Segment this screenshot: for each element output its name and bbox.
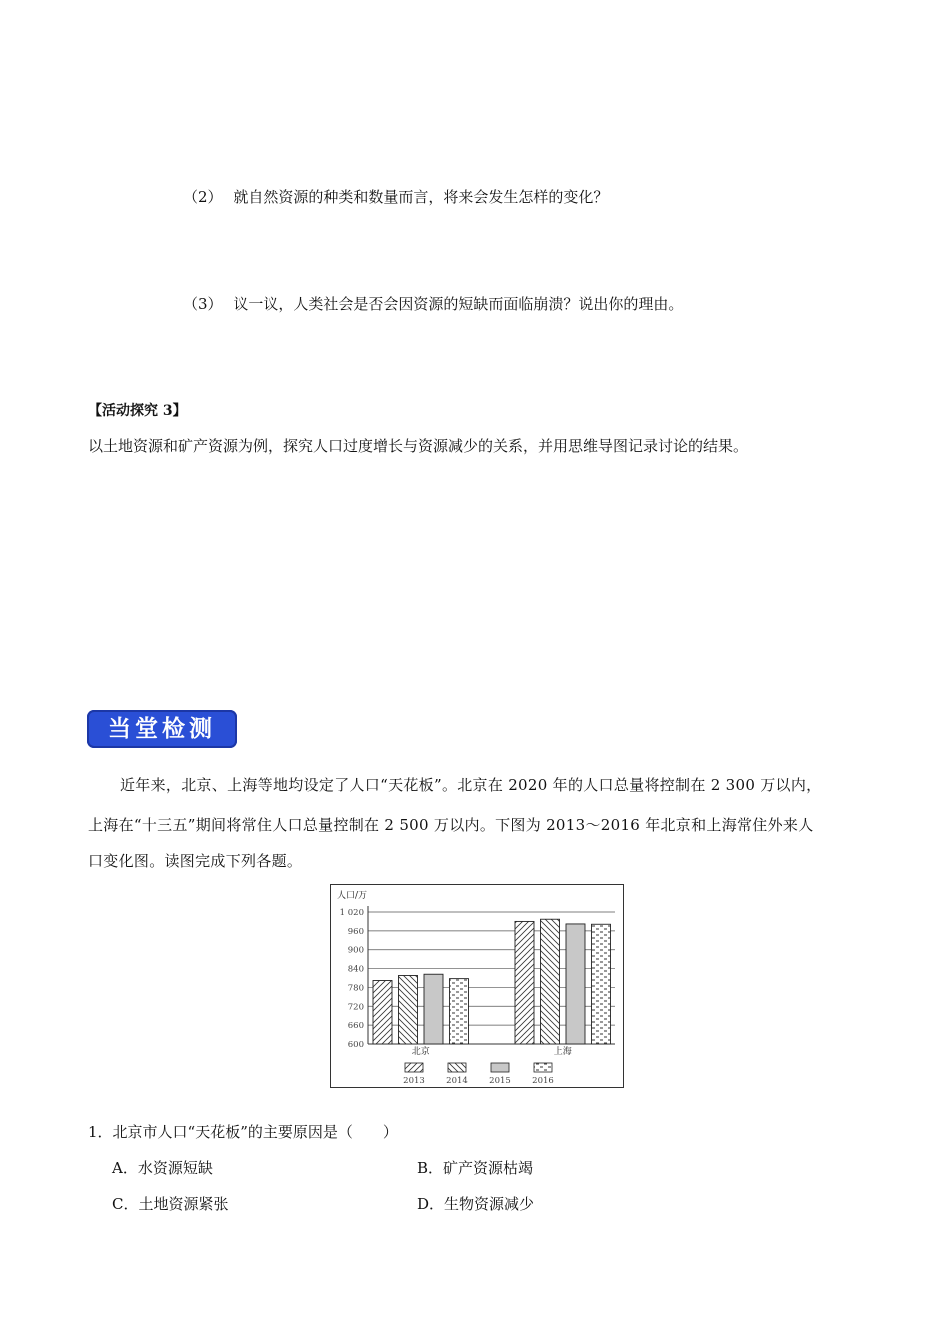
bar-上海-2015: [566, 924, 585, 1044]
question-3: [183, 293, 683, 314]
y-tick-label: 600: [347, 1040, 364, 1050]
legend-swatch-2013: [405, 1063, 423, 1072]
option-b[interactable]: B．矿产资源枯竭: [417, 1159, 534, 1177]
bar-北京-2015: [424, 974, 443, 1044]
section-badge: [87, 710, 237, 748]
bar-上海-2014: [541, 919, 560, 1044]
legend-swatch-2016: [534, 1063, 552, 1072]
question-3-text: 议一议，人类社会是否会因资源的短缺而面临崩溃？说出你的理由。: [233, 295, 684, 313]
y-tick-label: 780: [347, 983, 364, 994]
question-1-stem: 1．北京市人口“天花板”的主要原因是（ ）: [88, 1123, 398, 1141]
legend-swatch-2015: [491, 1063, 509, 1072]
option-d[interactable]: D．生物资源减少: [417, 1195, 535, 1213]
y-tick-label: 660: [347, 1021, 364, 1032]
option-a[interactable]: A．水资源短缺: [112, 1159, 213, 1177]
y-tick-label: 960: [347, 926, 364, 937]
passage-line-1: 近年来，北京、上海等地均设定了人口“天花板”。北京在 2020 年的人口总量将控制在 2 300 万以内，: [120, 776, 822, 794]
bar-上海-2016: [592, 924, 611, 1044]
passage-line-3: 口变化图。读图完成下列各题。: [88, 852, 303, 870]
bar-北京-2014: [399, 975, 418, 1044]
option-c[interactable]: C．土地资源紧张: [112, 1195, 229, 1213]
legend-label: 2014: [446, 1076, 468, 1086]
legend-label: 2013: [403, 1076, 425, 1086]
y-tick-label: 900: [347, 945, 364, 956]
y-tick-label: 720: [347, 1002, 364, 1013]
legend-swatch-2014: [448, 1063, 466, 1072]
question-2-number: （2）: [183, 188, 223, 206]
activity-title: 【活动探究 3】: [88, 403, 187, 419]
bar-上海-2013: [515, 921, 534, 1044]
question-2-text: 就自然资源的种类和数量而言，将来会发生怎样的变化？: [233, 188, 609, 206]
activity-text: 以土地资源和矿产资源为例，探究人口过度增长与资源减少的关系，并用思维导图记录讨论的结果。: [88, 437, 749, 455]
legend-label: 2015: [489, 1076, 511, 1086]
y-axis-label: 人口/万: [337, 891, 368, 901]
bar-北京-2013: [373, 981, 392, 1044]
bar-北京-2016: [450, 979, 469, 1044]
section-badge-label: 当堂检测: [108, 716, 216, 742]
question-3-number: （3）: [183, 295, 223, 313]
category-label: 北京: [411, 1047, 430, 1057]
legend-label: 2016: [532, 1076, 554, 1086]
question-2: [183, 186, 608, 207]
population-chart-svg: [331, 885, 623, 1087]
population-chart: [330, 884, 624, 1088]
category-label: 上海: [553, 1047, 572, 1057]
y-tick-label: 1 020: [339, 908, 364, 918]
passage-line-2: 上海在“十三五”期间将常住人口总量控制在 2 500 万以内。下图为 2013～2016 年北京和上海常住外来人: [88, 816, 814, 834]
y-tick-label: 840: [347, 964, 364, 975]
